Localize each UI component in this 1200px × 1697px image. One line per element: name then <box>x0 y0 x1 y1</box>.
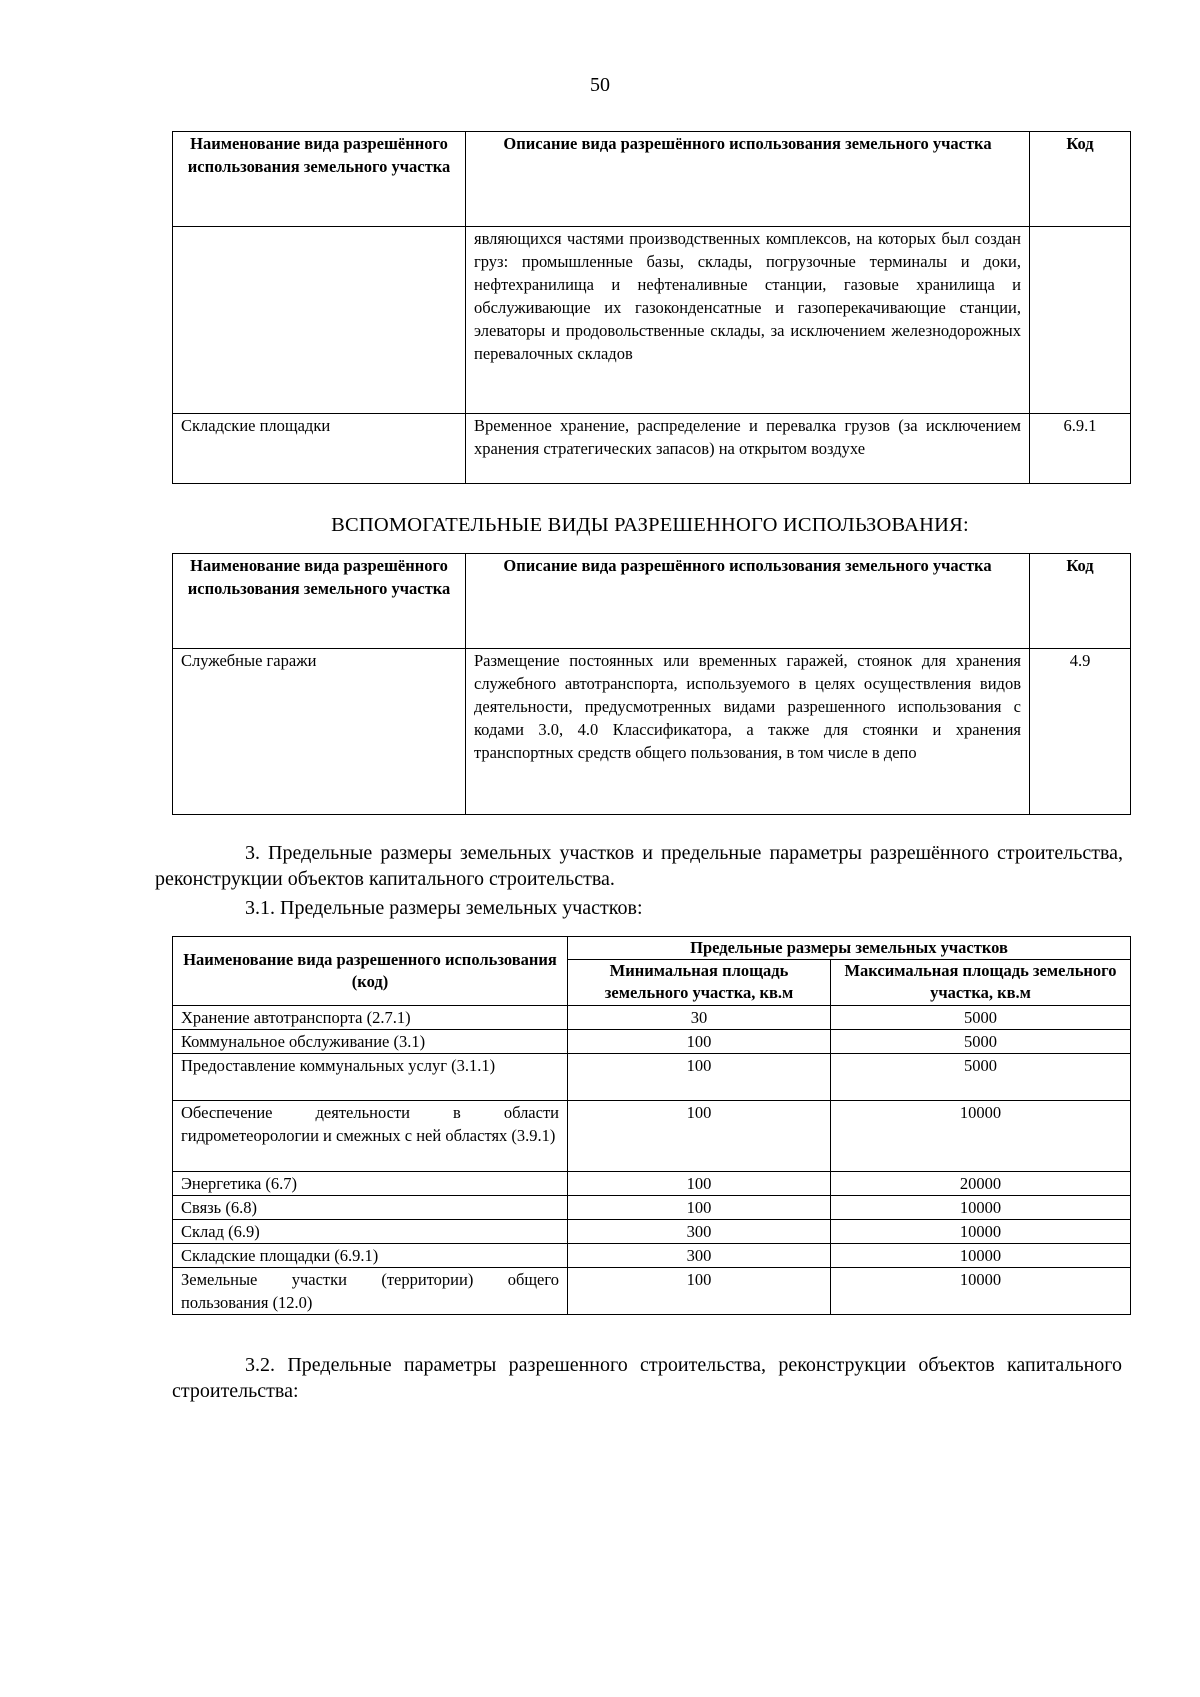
table-row <box>173 1268 1131 1315</box>
row-min: 100 <box>568 1268 831 1315</box>
page-number: 50 <box>590 74 610 96</box>
table-row <box>173 649 1131 815</box>
header-name: Наименование вида разрешённого использования земельного участка <box>173 554 466 649</box>
row-code <box>1030 227 1131 414</box>
row-min: 300 <box>568 1220 831 1244</box>
row-max: 10000 <box>831 1268 1131 1315</box>
table-header-row <box>173 937 1131 960</box>
paragraph-3-2: 3.2. Предельные параметры разрешенного строительства, реконструкции объектов капитального строительства: <box>172 1354 1122 1402</box>
row-min: 100 <box>568 1196 831 1220</box>
row-max: 5000 <box>831 1030 1131 1054</box>
row-name: Складские площадки (6.9.1) <box>173 1244 568 1268</box>
row-min: 100 <box>568 1101 831 1172</box>
table-header-row <box>173 132 1131 227</box>
header-description: Описание вида разрешённого использования земельного участка <box>466 554 1030 649</box>
header-max-area: Максимальная площадь земельного участка, кв.м <box>831 960 1131 1006</box>
auxiliary-use-table <box>172 553 1131 815</box>
header-size-group: Предельные размеры земельных участков <box>568 937 1131 960</box>
main-use-table <box>172 131 1131 484</box>
row-description: являющихся частями производственных комплексов, на которых был создан груз: промышленные базы, склады, погрузочные терминалы и доки, нефтехранилища и нефтеналивные станции, газовые хранилища и обслуживающие их газоконденсатные и газоперекачивающие станции, элеваторы и продовольственные склады, за исключением железнодорожных перевалочных складов <box>466 227 1030 414</box>
row-code: 6.9.1 <box>1030 414 1131 484</box>
table-row <box>173 1006 1131 1030</box>
row-min: 100 <box>568 1054 831 1101</box>
row-max: 10000 <box>831 1101 1131 1172</box>
table-row <box>173 1054 1131 1101</box>
paragraph-3-1: 3.1. Предельные размеры земельных участков: <box>245 897 643 919</box>
table-row <box>173 227 1131 414</box>
row-name: Склад (6.9) <box>173 1220 568 1244</box>
table-header-row <box>173 554 1131 649</box>
row-description: Размещение постоянных или временных гаражей, стоянок для хранения служебного автотранспорта, используемого в целях осуществления видов деятельности, предусмотренных видами разрешенного использования с кодами 3.0, 4.0 Классификатора, а также для стоянки и хранения транспортных средств общего пользования, в том числе в депо <box>466 649 1030 815</box>
row-max: 5000 <box>831 1006 1131 1030</box>
row-name: Энергетика (6.7) <box>173 1172 568 1196</box>
row-min: 300 <box>568 1244 831 1268</box>
row-name <box>173 227 466 414</box>
table-row <box>173 1220 1131 1244</box>
table-row <box>173 1244 1131 1268</box>
header-code: Код <box>1030 132 1131 227</box>
paragraph-3: 3. Предельные размеры земельных участков и предельные параметры разрешённого строительства, реконструкции объектов капитального строительства. <box>155 842 1123 890</box>
row-min: 100 <box>568 1030 831 1054</box>
row-name: Служебные гаражи <box>173 649 466 815</box>
table-row <box>173 1101 1131 1172</box>
row-max: 10000 <box>831 1196 1131 1220</box>
row-max: 5000 <box>831 1054 1131 1101</box>
size-limits-table <box>172 936 1131 1315</box>
section-heading: ВСПОМОГАТЕЛЬНЫЕ ВИДЫ РАЗРЕШЕННОГО ИСПОЛЬЗОВАНИЯ: <box>331 514 969 536</box>
row-name: Связь (6.8) <box>173 1196 568 1220</box>
header-min-area: Минимальная площадь земельного участка, кв.м <box>568 960 831 1006</box>
row-max: 20000 <box>831 1172 1131 1196</box>
row-max: 10000 <box>831 1220 1131 1244</box>
table-row <box>173 1030 1131 1054</box>
row-name: Складские площадки <box>173 414 466 484</box>
row-min: 100 <box>568 1172 831 1196</box>
row-description: Временное хранение, распределение и перевалка грузов (за исключением хранения стратегических запасов) на открытом воздухе <box>466 414 1030 484</box>
row-name: Земельные участки (территории) общего пользования (12.0) <box>173 1268 568 1315</box>
table-row <box>173 1196 1131 1220</box>
row-name: Хранение автотранспорта (2.7.1) <box>173 1006 568 1030</box>
header-code: Код <box>1030 554 1131 649</box>
row-name: Обеспечение деятельности в области гидрометеорологии и смежных с ней областях (3.9.1) <box>173 1101 568 1172</box>
table-row <box>173 1172 1131 1196</box>
header-name: Наименование вида разрешённого использования земельного участка <box>173 132 466 227</box>
row-max: 10000 <box>831 1244 1131 1268</box>
row-name: Предоставление коммунальных услуг (3.1.1) <box>173 1054 568 1101</box>
row-code: 4.9 <box>1030 649 1131 815</box>
row-name: Коммунальное обслуживание (3.1) <box>173 1030 568 1054</box>
row-min: 30 <box>568 1006 831 1030</box>
table-row <box>173 414 1131 484</box>
header-use-name: Наименование вида разрешенного использования (код) <box>173 937 568 1006</box>
header-description: Описание вида разрешённого использования земельного участка <box>466 132 1030 227</box>
